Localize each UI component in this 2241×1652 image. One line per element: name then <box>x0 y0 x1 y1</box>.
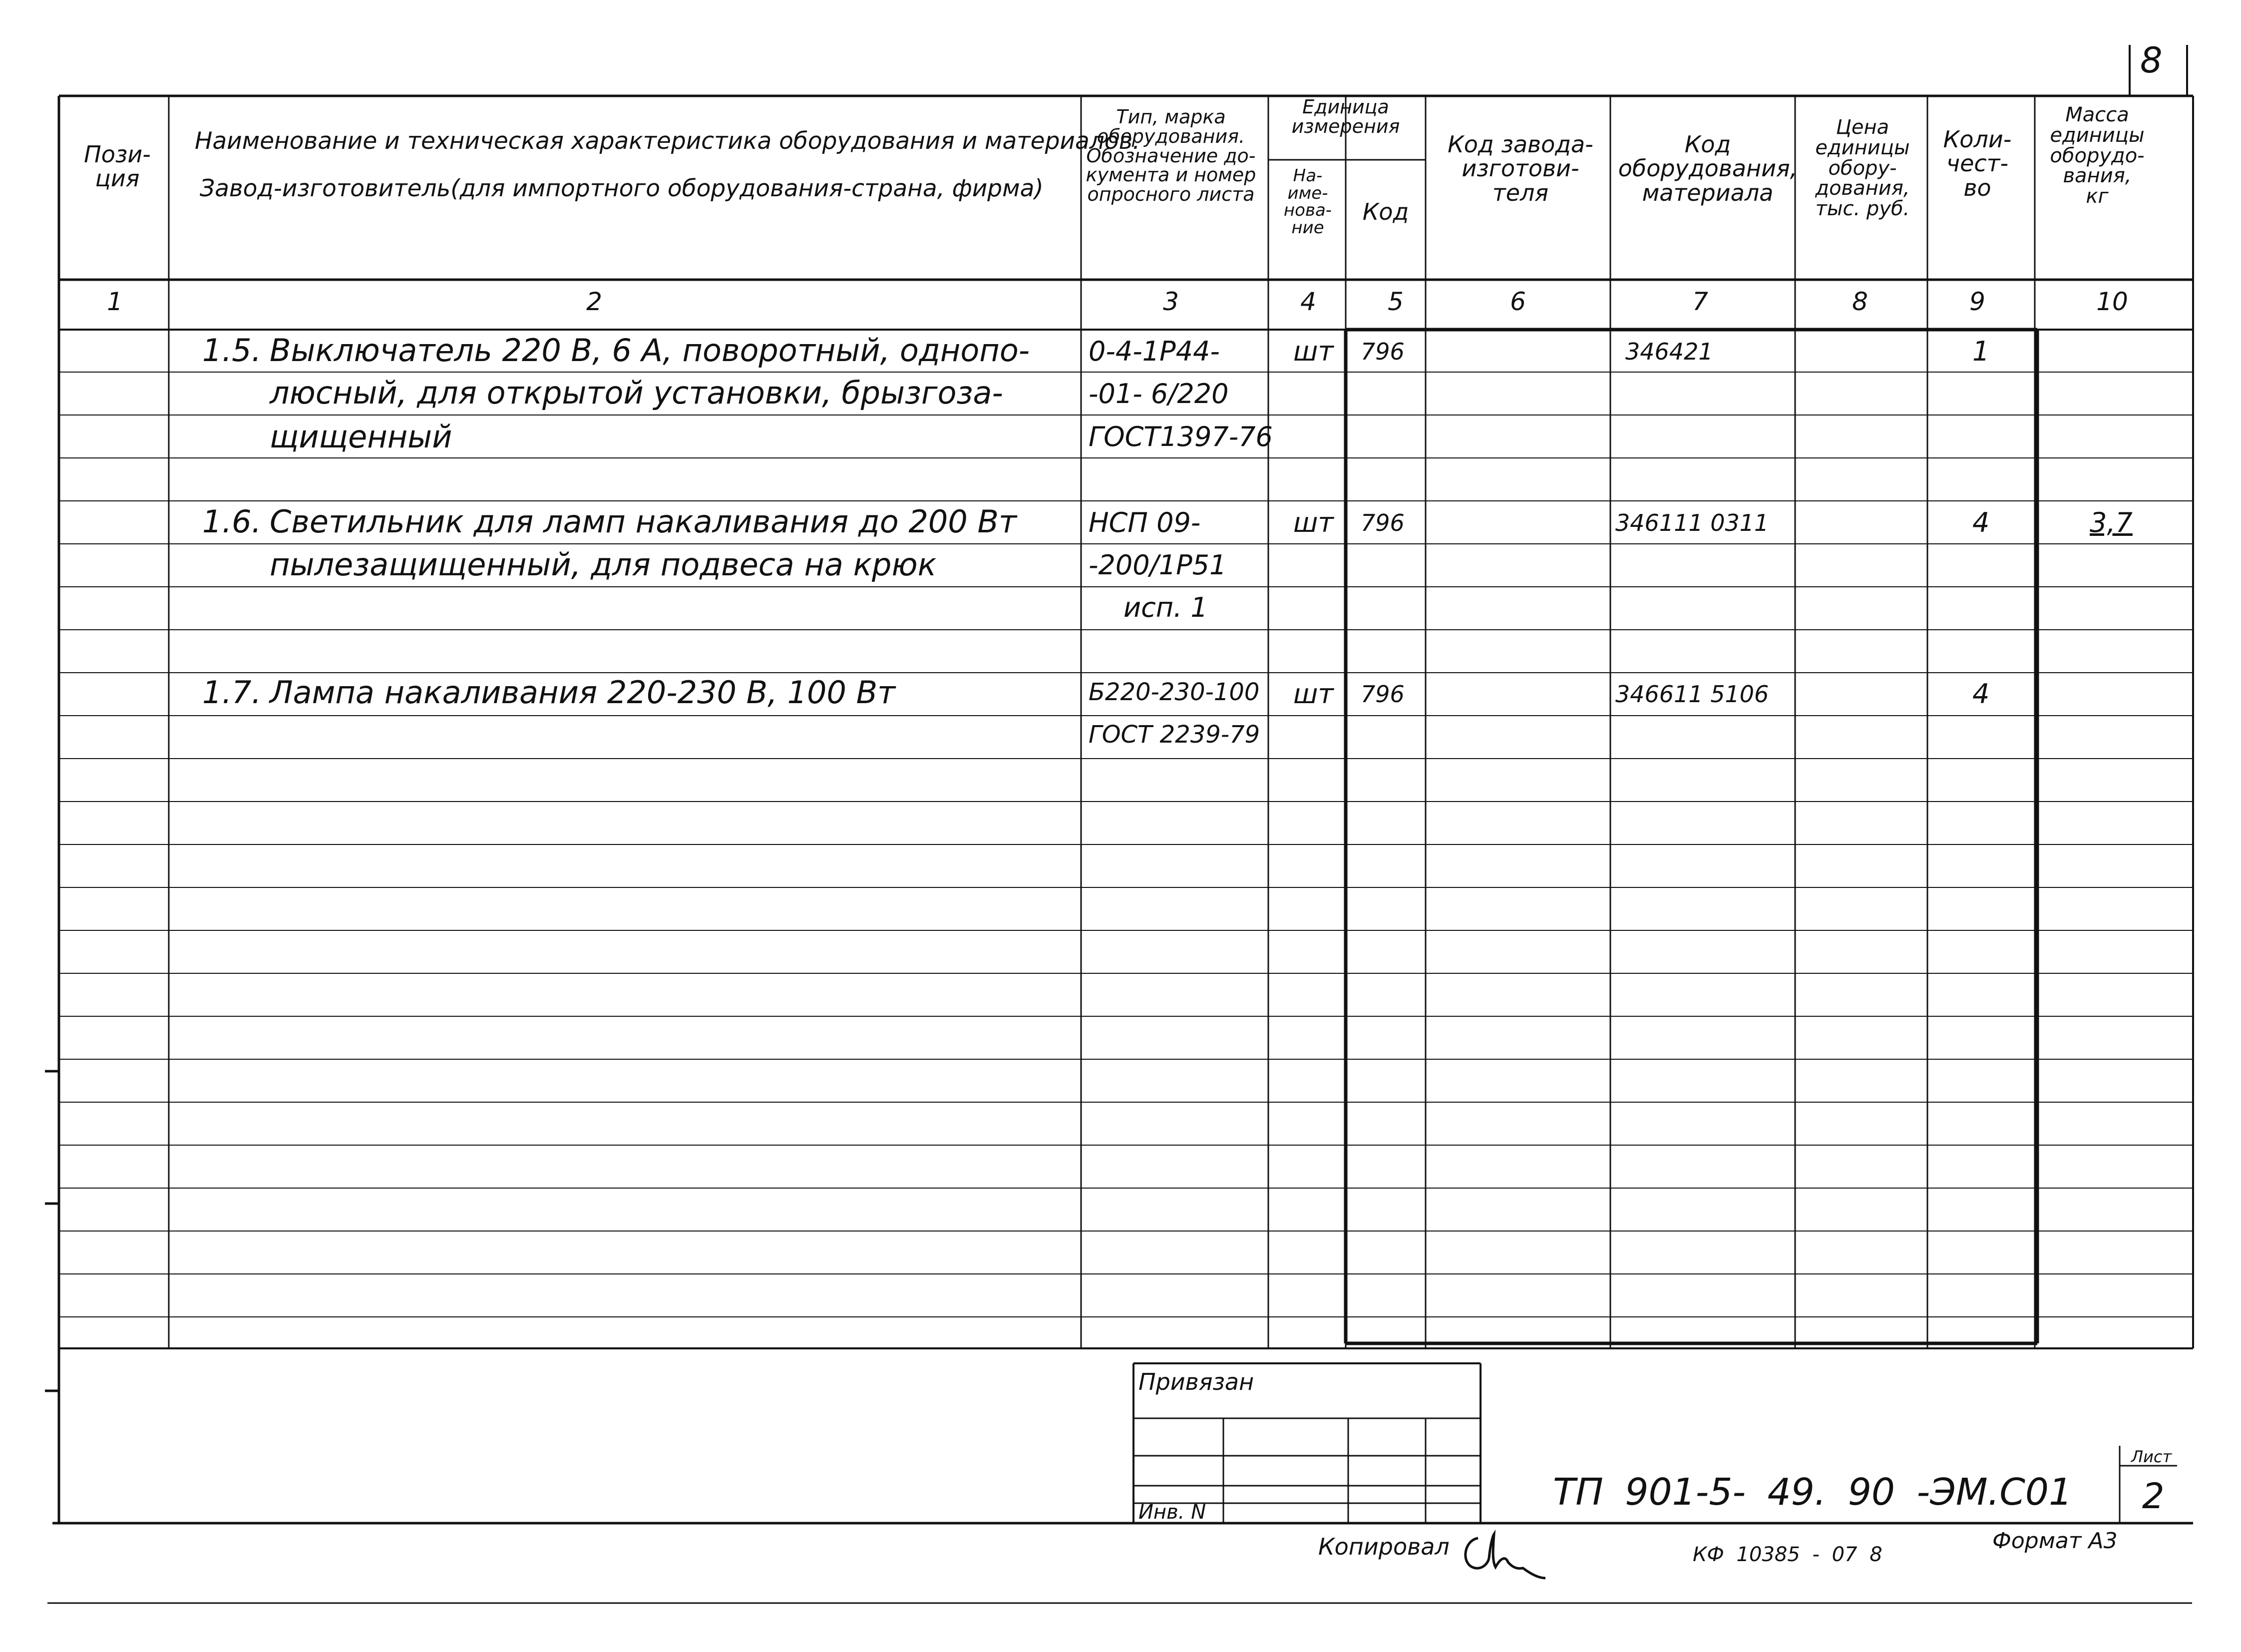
header-name-line1: Наименование и техническая характеристика оборудования и материалов. <box>195 127 1140 155</box>
header-factory-code: Код завода- изготови- теля <box>1448 131 1593 206</box>
column-number: 3 <box>1163 287 1179 316</box>
item-material-code: 346421 <box>1625 338 1713 365</box>
page-number: 8 <box>2140 40 2163 81</box>
item-name-line: пылезащищенный, для подвеса на крюк <box>270 546 937 583</box>
item-unit: шт <box>1293 507 1334 538</box>
item-unit: шт <box>1293 336 1334 367</box>
item-name-line: люсный, для открытой установки, брызгоза- <box>270 375 1003 411</box>
item-quantity: 4 <box>1972 507 1990 538</box>
column-number: 2 <box>586 287 602 316</box>
item-name-line: Светильник для ламп накаливания до 200 Вт <box>270 503 1017 540</box>
header-type: Тип, марка оборудования. Обозначение до- кумента и номер опросного листа <box>1086 106 1256 205</box>
item-type-line: Б220-230-100 <box>1089 678 1260 706</box>
item-material-code: 346611 5106 <box>1615 681 1769 708</box>
stamp-inv-number: Инв. N <box>1138 1501 1206 1524</box>
stamp-kf: КФ 10385 - 07 8 <box>1693 1543 1882 1566</box>
item-position: 1.7. <box>202 674 262 711</box>
item-type-line: 0-4-1Р44- <box>1089 336 1220 367</box>
header-unit-code: Код <box>1362 198 1409 225</box>
stamp-list-label: Лист <box>2131 1447 2172 1466</box>
item-type-line: исп. 1 <box>1123 592 1208 623</box>
header-unit-group: Единица измерения <box>1291 96 1400 137</box>
item-unit-code: 796 <box>1361 681 1405 708</box>
item-name-line: Выключатель 220 В, 6 А, поворотный, однопо- <box>270 332 1030 369</box>
stamp-designation: ТП 901-5- 49. 90 -ЭМ.С01 <box>1553 1471 2073 1514</box>
stamp-privyazan: Привязан <box>1138 1368 1254 1395</box>
header-position: Пози- ция <box>84 141 151 192</box>
item-name-line: Лампа накаливания 220-230 В, 100 Вт <box>270 674 896 711</box>
item-quantity: 1 <box>1972 336 1990 367</box>
item-name-line: щищенный <box>270 418 452 455</box>
header-name-line2: Завод-изготовитель(для импортного оборудования-страна, фирма) <box>200 175 1044 202</box>
header-material-code: Код оборудования, материала <box>1618 131 1798 206</box>
item-position: 1.6. <box>202 503 262 540</box>
stamp-list-number: 2 <box>2142 1476 2165 1517</box>
column-number: 8 <box>1852 287 1868 316</box>
header-unit-name: На- име- нова- ние <box>1283 166 1332 238</box>
copier-signature <box>1458 1528 1548 1583</box>
column-number: 5 <box>1388 287 1404 316</box>
column-number: 9 <box>1969 287 1985 316</box>
item-position: 1.5. <box>202 332 262 369</box>
item-unit-code: 796 <box>1361 509 1405 536</box>
item-unit-code: 796 <box>1361 338 1405 365</box>
item-type-line: НСП 09- <box>1089 507 1201 538</box>
header-quantity: Коли- чест- во <box>1943 126 2012 201</box>
header-mass: Масса единицы оборудо- вания, кг <box>2050 103 2145 208</box>
column-number: 6 <box>1510 287 1526 316</box>
item-type-line: -01- 6/220 <box>1089 378 1229 410</box>
column-number: 10 <box>2096 287 2128 316</box>
item-material-code: 346111 0311 <box>1615 509 1769 536</box>
header-price: Цена единицы обору- дования, тыс. руб. <box>1815 116 1910 221</box>
column-number: 1 <box>107 287 123 316</box>
item-unit: шт <box>1293 678 1334 710</box>
column-number: 4 <box>1300 287 1316 316</box>
stamp-format: Формат А3 <box>1992 1528 2118 1554</box>
item-quantity: 4 <box>1972 678 1990 710</box>
stamp-copied-label: Копировал <box>1318 1533 1450 1560</box>
item-type-line: ГОСТ1397-76 <box>1089 421 1273 452</box>
item-type-line: -200/1Р51 <box>1089 549 1227 581</box>
item-type-line: ГОСТ 2239-79 <box>1089 721 1260 749</box>
item-mass: 3,7 <box>2090 507 2133 538</box>
column-number: 7 <box>1692 287 1708 316</box>
